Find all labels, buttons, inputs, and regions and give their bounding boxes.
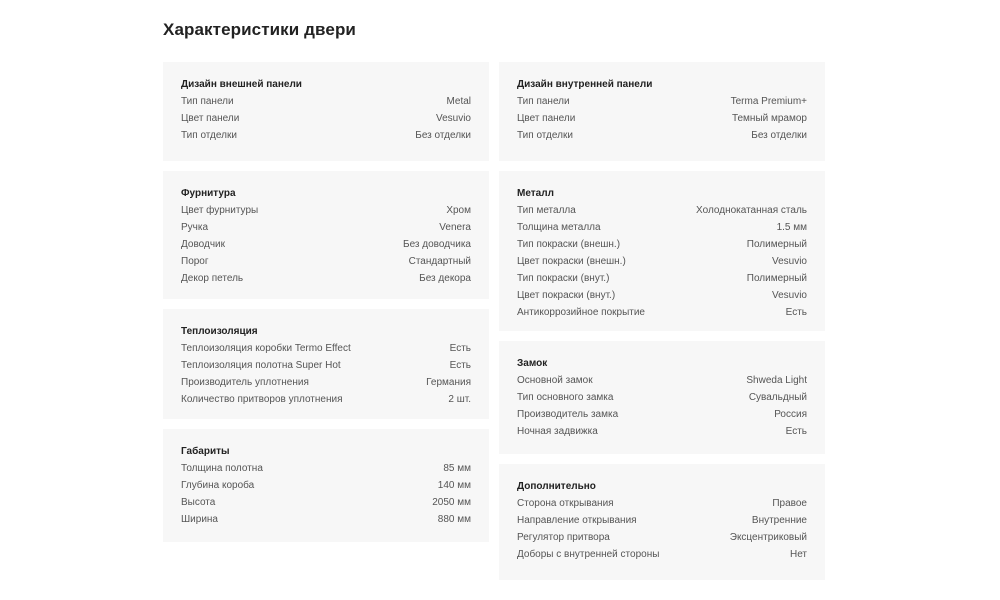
spec-row bbox=[517, 304, 807, 321]
spec-label: Тип панели bbox=[181, 96, 234, 107]
spec-row bbox=[181, 270, 471, 287]
spec-card-metal bbox=[499, 171, 825, 331]
spec-row bbox=[517, 423, 807, 440]
spec-row bbox=[181, 93, 471, 110]
spec-value: Есть bbox=[785, 307, 807, 318]
spec-row bbox=[181, 202, 471, 219]
spec-value: 880 мм bbox=[437, 514, 471, 525]
spec-label: Доводчик bbox=[181, 239, 225, 250]
spec-row bbox=[181, 357, 471, 374]
spec-label: Декор петель bbox=[181, 273, 244, 284]
spec-value: 1.5 мм bbox=[776, 222, 807, 233]
spec-row bbox=[517, 127, 807, 144]
spec-card-title: Фурнитура bbox=[181, 188, 236, 199]
spec-value: Есть bbox=[449, 360, 471, 371]
spec-row bbox=[181, 477, 471, 494]
spec-label: Производитель замка bbox=[517, 409, 619, 420]
spec-value: Без отделки bbox=[751, 130, 807, 141]
spec-value: 2050 мм bbox=[432, 497, 471, 508]
spec-row bbox=[517, 236, 807, 253]
spec-card-title: Габариты bbox=[181, 446, 230, 457]
spec-label: Толщина металла bbox=[517, 222, 601, 233]
spec-card-title: Металл bbox=[517, 188, 554, 199]
spec-label: Основной замок bbox=[517, 375, 593, 386]
spec-value: 140 мм bbox=[437, 480, 471, 491]
spec-row bbox=[517, 372, 807, 389]
spec-row bbox=[517, 546, 807, 563]
spec-row bbox=[517, 202, 807, 219]
spec-row bbox=[517, 270, 807, 287]
spec-value: Без декора bbox=[419, 273, 471, 284]
spec-label: Тип панели bbox=[517, 96, 570, 107]
spec-card-additional bbox=[499, 464, 825, 580]
spec-value: Полимерный bbox=[746, 273, 807, 284]
spec-label: Теплоизоляция полотна Super Hot bbox=[181, 360, 341, 371]
spec-row bbox=[181, 236, 471, 253]
spec-value: Vesuvio bbox=[771, 256, 807, 267]
spec-row bbox=[517, 287, 807, 304]
spec-value: Есть bbox=[785, 426, 807, 437]
spec-label: Цвет покраски (внешн.) bbox=[517, 256, 626, 267]
spec-value: Германия bbox=[426, 377, 471, 388]
spec-value: Shweda Light bbox=[746, 375, 807, 386]
spec-card-outer-panel-design bbox=[163, 62, 489, 161]
spec-value: Metal bbox=[446, 96, 471, 107]
spec-card-lock bbox=[499, 341, 825, 454]
spec-card-title: Дизайн внешней панели bbox=[181, 79, 302, 90]
spec-label: Порог bbox=[181, 256, 209, 267]
spec-label: Сторона открывания bbox=[517, 498, 614, 509]
spec-row bbox=[181, 127, 471, 144]
spec-value: Темный мрамор bbox=[731, 113, 807, 124]
spec-value: Хром bbox=[446, 205, 471, 216]
spec-row bbox=[517, 406, 807, 423]
spec-value: Сувальдный bbox=[748, 392, 807, 403]
spec-row bbox=[517, 253, 807, 270]
spec-label: Антикоррозийное покрытие bbox=[517, 307, 645, 318]
spec-value: Полимерный bbox=[746, 239, 807, 250]
spec-value: Vesuvio bbox=[771, 290, 807, 301]
spec-row bbox=[181, 110, 471, 127]
spec-label: Тип покраски (внут.) bbox=[517, 273, 610, 284]
spec-row bbox=[181, 219, 471, 236]
spec-label: Доборы с внутренней стороны bbox=[517, 549, 660, 560]
spec-value: 85 мм bbox=[443, 463, 471, 474]
spec-value: Есть bbox=[449, 343, 471, 354]
spec-value: Без доводчика bbox=[403, 239, 471, 250]
spec-label: Цвет панели bbox=[517, 113, 576, 124]
spec-value: Холоднокатанная сталь bbox=[696, 205, 807, 216]
spec-card-title: Дополнительно bbox=[517, 481, 596, 492]
spec-row bbox=[517, 529, 807, 546]
spec-value: Правое bbox=[772, 498, 807, 509]
spec-label: Тип основного замка bbox=[517, 392, 614, 403]
specs-right-column bbox=[499, 62, 825, 590]
spec-row bbox=[181, 460, 471, 477]
spec-card-title: Замок bbox=[517, 358, 548, 369]
spec-label: Толщина полотна bbox=[181, 463, 263, 474]
spec-card-title: Теплоизоляция bbox=[181, 326, 258, 337]
spec-label: Цвет фурнитуры bbox=[181, 205, 259, 216]
spec-row bbox=[517, 219, 807, 236]
spec-label: Цвет панели bbox=[181, 113, 240, 124]
page-title: Характеристики двери bbox=[163, 20, 356, 39]
spec-label: Количество притворов уплотнения bbox=[181, 394, 343, 405]
spec-label: Тип отделки bbox=[181, 130, 237, 141]
spec-label: Тип покраски (внешн.) bbox=[517, 239, 621, 250]
spec-label: Ночная задвижка bbox=[517, 426, 598, 437]
spec-label: Тип металла bbox=[517, 205, 576, 216]
spec-label: Ширина bbox=[181, 514, 218, 525]
spec-value: Стандартный bbox=[408, 256, 471, 267]
spec-value: Vesuvio bbox=[435, 113, 471, 124]
spec-label: Производитель уплотнения bbox=[181, 377, 309, 388]
spec-label: Глубина короба bbox=[181, 480, 255, 491]
spec-label: Высота bbox=[181, 497, 216, 508]
spec-row bbox=[517, 512, 807, 529]
spec-row bbox=[181, 374, 471, 391]
spec-row bbox=[181, 494, 471, 511]
spec-row bbox=[181, 253, 471, 270]
spec-label: Теплоизоляция коробки Termo Effect bbox=[181, 343, 351, 354]
spec-label: Направление открывания bbox=[517, 515, 637, 526]
spec-value: Нет bbox=[789, 549, 807, 560]
spec-value: Venera bbox=[439, 222, 471, 233]
spec-row bbox=[181, 340, 471, 357]
spec-card-dimensions bbox=[163, 429, 489, 542]
spec-value: Без отделки bbox=[415, 130, 471, 141]
spec-row bbox=[517, 495, 807, 512]
spec-value: 2 шт. bbox=[448, 394, 471, 405]
spec-row bbox=[517, 110, 807, 127]
spec-label: Цвет покраски (внут.) bbox=[517, 290, 616, 301]
spec-value: Внутренние bbox=[751, 515, 807, 526]
spec-row bbox=[181, 511, 471, 528]
spec-card-hardware bbox=[163, 171, 489, 299]
spec-value: Эксцентриковый bbox=[729, 532, 807, 543]
specs-left-column bbox=[163, 62, 489, 552]
spec-card-insulation bbox=[163, 309, 489, 419]
spec-row bbox=[517, 93, 807, 110]
spec-label: Регулятор притвора bbox=[517, 532, 610, 543]
spec-card-inner-panel-design bbox=[499, 62, 825, 161]
spec-value: Россия bbox=[774, 409, 807, 420]
spec-row bbox=[517, 389, 807, 406]
spec-value: Terma Premium+ bbox=[730, 96, 807, 107]
spec-label: Тип отделки bbox=[517, 130, 573, 141]
spec-label: Ручка bbox=[181, 222, 209, 233]
spec-row bbox=[181, 391, 471, 408]
spec-card-title: Дизайн внутренней панели bbox=[517, 79, 653, 90]
